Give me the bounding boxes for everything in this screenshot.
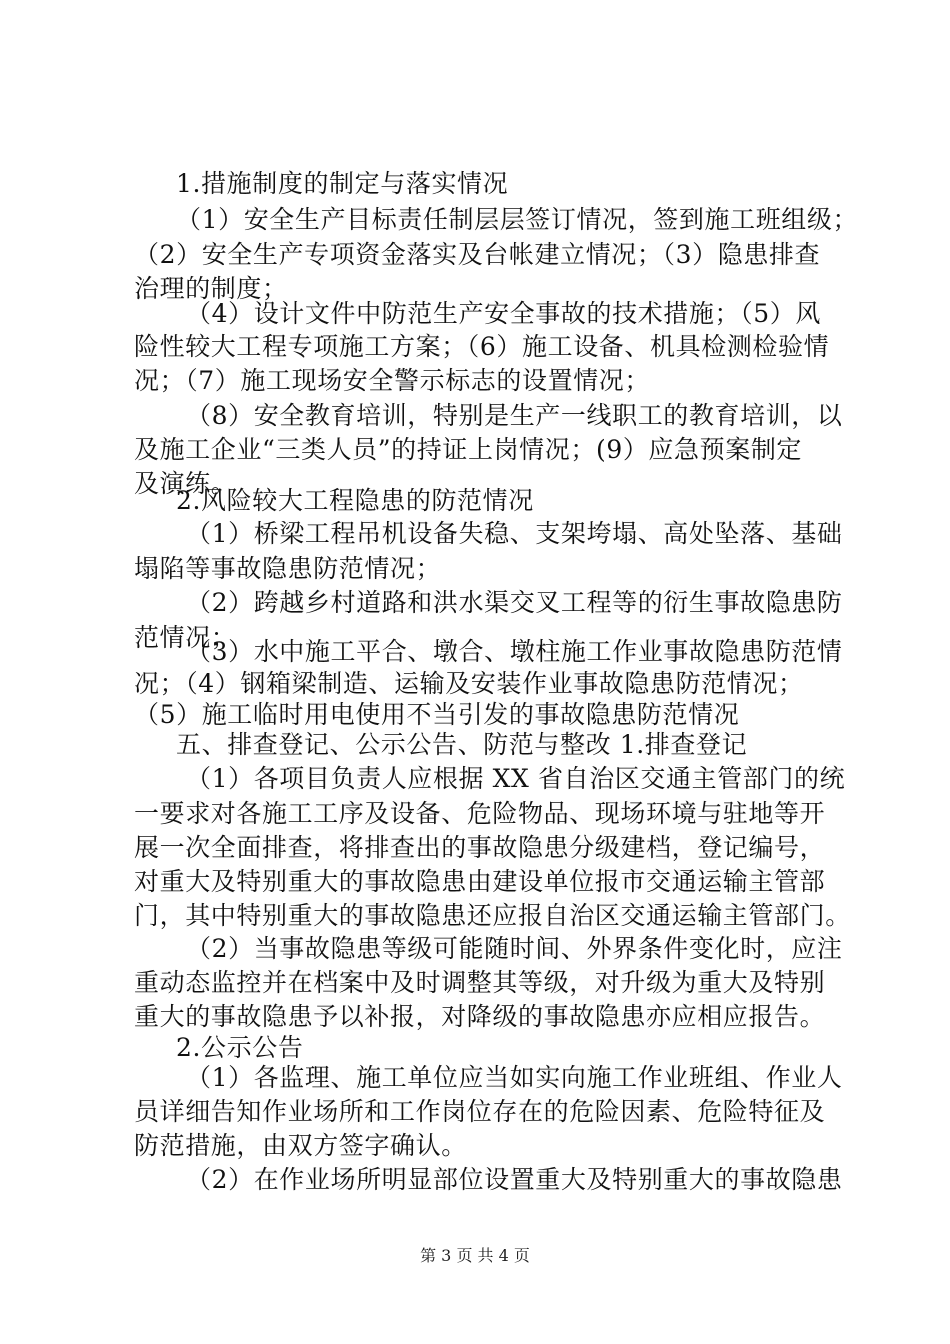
- paragraph-line: 一要求对各施工工序及设备、危险物品、现场环境与驻地等开: [134, 799, 826, 828]
- section-heading: 2.公示公告: [176, 1033, 304, 1062]
- paragraph-line: （2）安全生产专项资金落实及台帐建立情况；（3）隐患排查: [134, 240, 821, 269]
- paragraph-line: 门，其中特别重大的事故隐患还应报自治区交通运输主管部门。: [134, 901, 851, 930]
- page-number: 第 3 页 共 4 页: [420, 1246, 530, 1265]
- paragraph-line: 况；（7）施工现场安全警示标志的设置情况；: [134, 366, 651, 395]
- paragraph-line: 塌陷等事故隐患防范情况；: [134, 554, 442, 583]
- paragraph-line: 况；（4）钢箱梁制造、运输及安装作业事故隐患防范情况；: [134, 669, 804, 698]
- paragraph-line: 重动态监控并在档案中及时调整其等级，对升级为重大及特别: [134, 968, 826, 997]
- section-heading: 2.风险较大工程隐患的防范情况: [176, 486, 534, 515]
- paragraph-line: （2）当事故隐患等级可能随时间、外界条件变化时，应注: [186, 934, 843, 963]
- paragraph-line: 治理的制度；: [134, 274, 288, 303]
- paragraph-line: （5）施工临时用电使用不当引发的事故隐患防范情况: [134, 700, 740, 729]
- paragraph-line: 对重大及特别重大的事故隐患由建设单位报市交通运输主管部: [134, 867, 826, 896]
- paragraph-line: 险性较大工程专项施工方案；（6）施工设备、机具检测检验情: [134, 332, 830, 361]
- paragraph-line: （2）跨越乡村道路和洪水渠交叉工程等的衍生事故隐患防: [186, 588, 843, 617]
- paragraph-line: 防范措施，由双方签字确认。: [134, 1131, 467, 1160]
- paragraph-line: 展一次全面排查，将排查出的事故隐患分级建档，登记编号，: [134, 833, 826, 862]
- paragraph-line: （1）各项目负责人应根据 XX 省自治区交通主管部门的统: [186, 764, 846, 793]
- paragraph-line: （3）水中施工平合、墩合、墩柱施工作业事故隐患防范情: [186, 637, 843, 666]
- paragraph-line: （4）设计文件中防范生产安全事故的技术措施；（5）风: [186, 299, 821, 328]
- paragraph-line: 重大的事故隐患予以补报，对降级的事故隐患亦应相应报告。: [134, 1002, 826, 1031]
- paragraph-line: 员详细告知作业场所和工作岗位存在的危险因素、危险特征及: [134, 1097, 826, 1126]
- paragraph-line: （2）在作业场所明显部位设置重大及特别重大的事故隐患: [186, 1165, 843, 1194]
- section-heading: 1.措施制度的制定与落实情况: [176, 169, 509, 198]
- paragraph-line: （8）安全教育培训，特别是生产一线职工的教育培训，以: [186, 401, 843, 430]
- paragraph-line: 及演练。: [134, 469, 237, 498]
- paragraph-line: （1）桥梁工程吊机设备失稳、支架垮塌、高处坠落、基础: [186, 519, 843, 548]
- paragraph-line: 及施工企业“三类人员”的持证上岗情况；(9）应急预案制定: [134, 435, 803, 464]
- paragraph-line: （1）各监理、施工单位应当如实向施工作业班组、作业人: [186, 1063, 843, 1092]
- section-heading: 五、排查登记、公示公告、防范与整改 1.排查登记: [176, 730, 748, 759]
- paragraph-line: 范情况；: [134, 623, 237, 652]
- paragraph-line: （1）安全生产目标责任制层层签订情况，签到施工班组级；: [176, 205, 859, 234]
